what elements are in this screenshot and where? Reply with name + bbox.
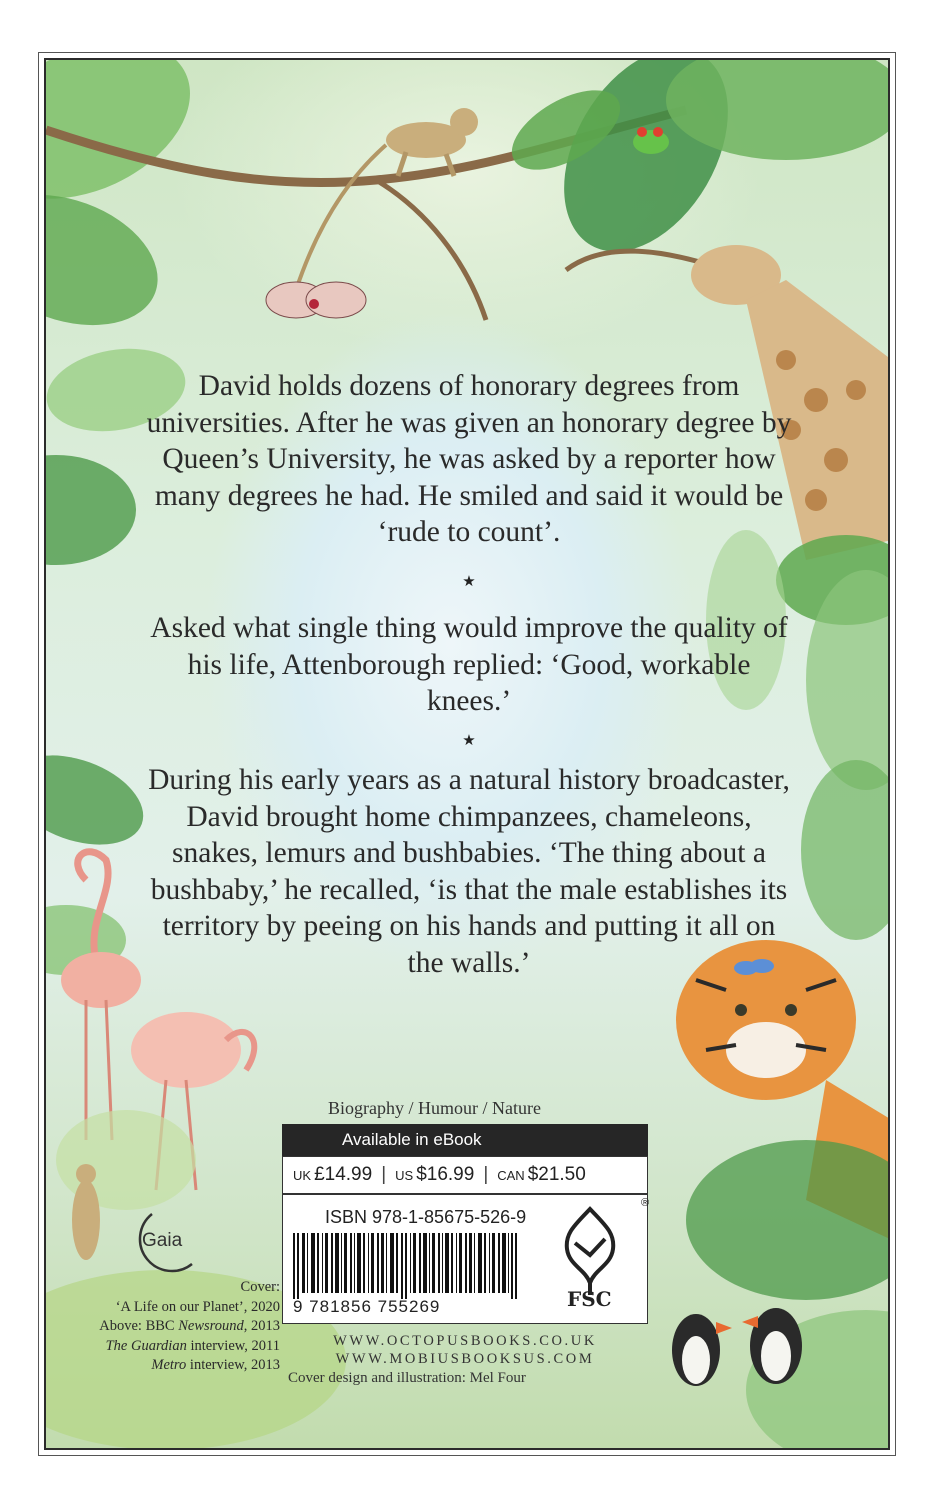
- credit-guardian-rest: interview, 2011: [186, 1337, 280, 1354]
- star-separator: ★: [462, 731, 476, 749]
- credit-guardian-title: The Guardian: [105, 1337, 187, 1354]
- uk-price: £14.99: [314, 1164, 373, 1185]
- registered-mark: ®: [641, 1197, 650, 1209]
- isbn-text: ISBN 978-1-85675-526-9: [325, 1207, 527, 1227]
- uk-label: UK: [293, 1168, 312, 1183]
- can-label: CAN: [497, 1168, 525, 1183]
- credit-above-label: Above: BBC: [99, 1318, 179, 1334]
- credit-guardian: [44, 1337, 280, 1357]
- back-cover: [44, 58, 890, 1450]
- puffin-icon: [672, 1308, 802, 1386]
- price-separator: |: [381, 1164, 387, 1185]
- us-price: $16.99: [416, 1164, 475, 1185]
- credit-metro: [44, 1356, 280, 1376]
- credit-above: [44, 1317, 280, 1337]
- leaves-top-right: [499, 60, 890, 280]
- barcode-digits: 9 781856 755269: [293, 1297, 441, 1316]
- credit-above-year: , 2013: [243, 1318, 280, 1334]
- publisher-urls: [282, 1332, 648, 1368]
- barcode-icon: [293, 1233, 523, 1299]
- genre-label: Biography / Humour / Nature: [328, 1098, 541, 1118]
- credit-cover-label: Cover:: [240, 1279, 280, 1295]
- url-mobius[interactable]: WWW.MOBIUSBOOKSUS.COM: [335, 1351, 595, 1367]
- source-credits: [44, 1278, 280, 1376]
- gaia-logo-text: Gaia: [142, 1230, 183, 1251]
- fsc-label: FSC: [567, 1287, 612, 1311]
- barcode-box: [282, 1194, 648, 1324]
- paragraph-bushbaby: During his early years as a natural history broadcaster, David brought home chimpanzees, chameleons, snakes, lemurs and bushbabies. ‘The thing about a bushbaby,’ he recalled, ‘is that the male establishes its territory by peeing on his hands and putting it all on the walls.’: [148, 764, 790, 979]
- star-separator: ★: [462, 572, 476, 590]
- credit-cover-source: ‘A Life on our Planet’, 2020: [115, 1298, 280, 1315]
- ebook-banner: Available in eBook: [282, 1124, 648, 1156]
- credit-above-title: Newsround: [178, 1318, 244, 1334]
- us-label: US: [395, 1168, 414, 1183]
- price-separator: |: [483, 1164, 489, 1185]
- credit-metro-rest: interview, 2013: [186, 1357, 280, 1373]
- paragraph-knees: Asked what single thing would improve the quality of his life, Attenborough replied: ‘Good, workable knees.’: [150, 612, 788, 717]
- butterfly-icon: [266, 282, 366, 318]
- price-box: [282, 1156, 648, 1194]
- credit-metro-title: Metro: [151, 1357, 187, 1373]
- can-price: $21.50: [527, 1164, 586, 1185]
- paragraph-degrees: David holds dozens of honorary degrees from universities. After he was given an honorary degree by Queen’s University, he was asked by a reporter how many degrees he had. He smiled and said it would be ‘rude to count’.: [146, 370, 792, 548]
- design-credit: Cover design and illustration: Mel Four: [288, 1370, 526, 1386]
- url-octopus[interactable]: WWW.OCTOPUSBOOKS.CO.UK: [333, 1333, 597, 1349]
